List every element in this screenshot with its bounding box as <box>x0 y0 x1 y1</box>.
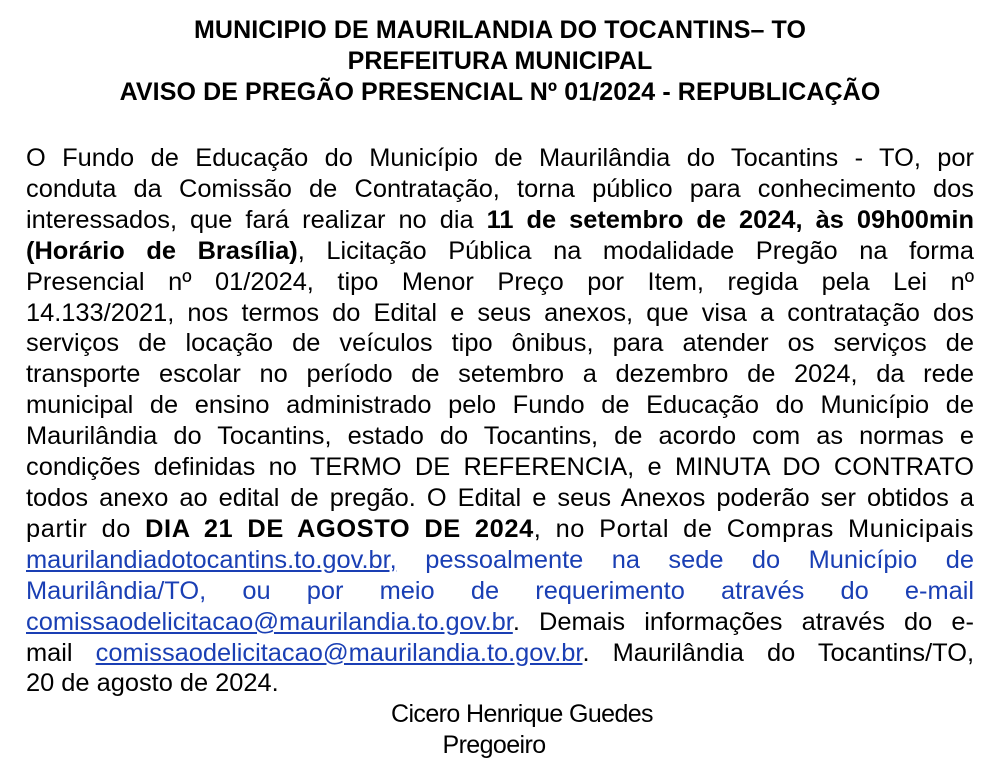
signatory-role: Pregoeiro <box>442 731 546 759</box>
body-line: maurilandiadotocantins.to.gov.br, pessoalmente na sede do Município de <box>26 545 974 574</box>
header-municipality: MUNICIPIO DE MAURILANDIA DO TOCANTINS– TO <box>194 16 806 44</box>
header-notice-title: AVISO DE PREGÃO PRESENCIAL Nº 01/2024 - REPUBLICAÇÃO <box>119 78 881 106</box>
body-line: 14.133/2021, nos termos do Edital e seus anexos, que visa a contratação dos <box>26 298 974 327</box>
body-line: transporte escolar no período de setembro a dezembro de 2024, da rede <box>26 360 974 389</box>
body-line: conduta da Comissão de Contratação, torna público para conhecimento dos <box>26 174 974 203</box>
body-line: interessados, que fará realizar no dia 11 de setembro de 2024, às 09h00min <box>26 205 974 234</box>
email-link[interactable]: comissaodelicitacao@maurilandia.to.gov.br <box>26 607 513 636</box>
signatory-name: Cicero Henrique Guedes <box>391 700 653 728</box>
email-link[interactable]: comissaodelicitacao@maurilandia.to.gov.br <box>95 638 583 667</box>
notice-body <box>26 143 974 699</box>
edital-availability-date: DIA 21 DE AGOSTO DE 2024 <box>145 514 534 543</box>
body-line: todos anexo ao edital de pregão. O Edital e seus Anexos poderão ser obtidos a <box>26 483 974 512</box>
body-line: partir do DIA 21 DE AGOSTO DE 2024, no Portal de Compras Municipais <box>26 514 974 543</box>
body-line: Presencial nº 01/2024, tipo Menor Preço por Item, regida pela Lei nº <box>26 267 974 296</box>
notice-date: 20 de agosto de 2024. <box>26 669 279 698</box>
session-timezone: (Horário de Brasília) <box>26 236 298 265</box>
session-date: 11 de setembro de 2024, às 09h00min <box>486 205 974 234</box>
body-line <box>26 668 974 699</box>
body-line: condições definidas no TERMO DE REFERENCIA, e MINUTA DO CONTRATO <box>26 453 974 482</box>
body-line: serviços de locação de veículos tipo ônibus, para atender os serviços de <box>26 329 974 358</box>
body-line: O Fundo de Educação do Município de Maurilândia do Tocantins - TO, por <box>26 144 974 172</box>
header-prefecture: PREFEITURA MUNICIPAL <box>347 47 653 75</box>
body-line: (Horário de Brasília), Licitação Pública na modalidade Pregão na forma <box>26 236 974 265</box>
body-line: Maurilândia/TO, ou por meio de requerimento através do e-mail <box>26 576 974 605</box>
document-header <box>0 15 1000 108</box>
body-line: comissaodelicitacao@maurilandia.to.gov.br. Demais informações através do e- <box>26 607 974 636</box>
body-line: mail comissaodelicitacao@maurilandia.to.gov.br. Maurilândia do Tocantins/TO, <box>26 638 975 667</box>
portal-link[interactable]: maurilandiadotocantins.to.gov.br, <box>26 545 397 574</box>
body-line: Maurilândia do Tocantins, estado do Tocantins, de acordo com as normas e <box>26 422 974 451</box>
body-line: municipal de ensino administrado pelo Fundo de Educação do Município de <box>26 391 974 420</box>
